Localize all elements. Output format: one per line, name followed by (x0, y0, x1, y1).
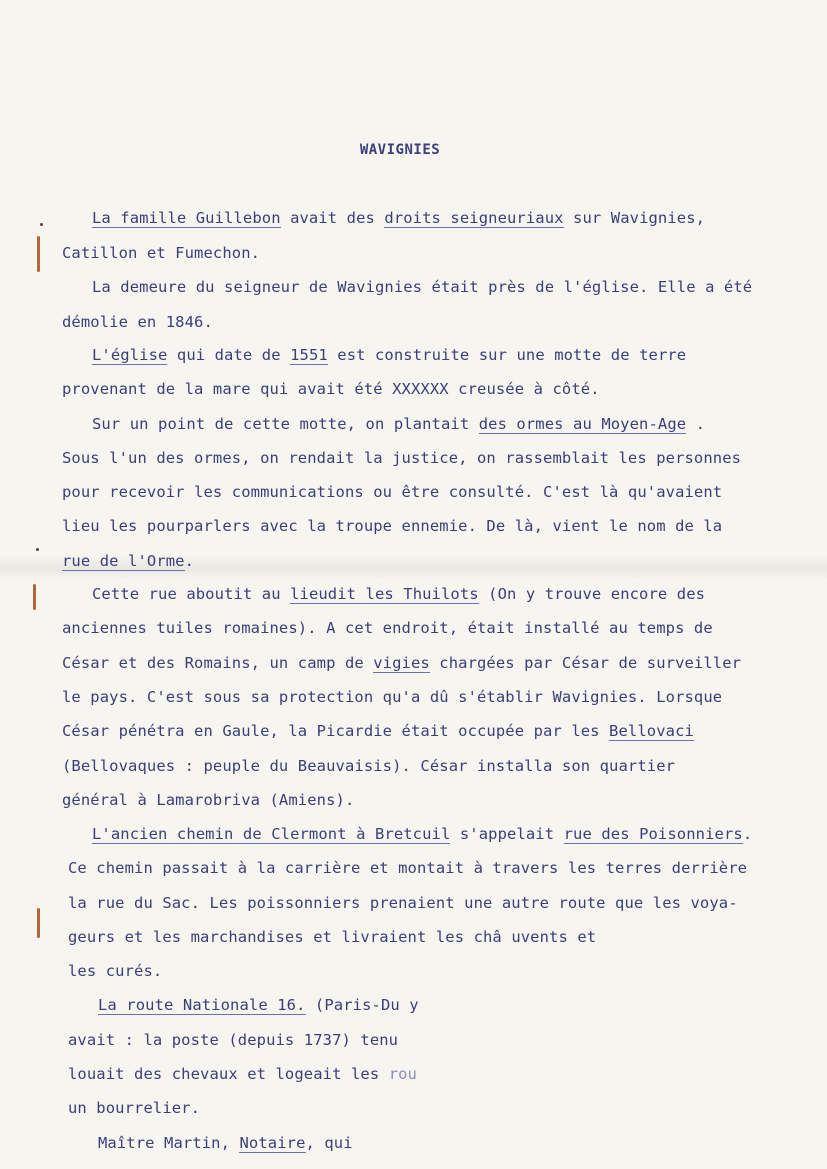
text-line (62, 721, 694, 741)
text-segment: creusée à côté. (448, 380, 600, 398)
text-segment: (Bellovaques : peuple du Beauvaisis). César installa son quartier (62, 757, 676, 775)
text-segment: avait des (280, 209, 385, 227)
text-line (62, 516, 722, 536)
text-segment: Ce chemin passait à la carrière et montait à travers les terres derrière (68, 859, 748, 877)
text-segment: . (686, 415, 706, 433)
underlined-text: lieudit les Thuilots (290, 585, 479, 603)
text-segment: Sur un point de cette motte, on plantait (92, 415, 479, 433)
text-line (62, 790, 354, 810)
text-segment: anciennes tuiles romaines). A cet endroit, était installé au temps de (62, 619, 713, 637)
text-segment: la rue du Sac. Les poissonniers prenaient une autre route que les voya- (68, 894, 738, 912)
text-line (68, 927, 596, 947)
text-line (68, 1098, 200, 1118)
text-line (92, 208, 705, 228)
text-segment: . (742, 825, 753, 843)
text-line (92, 824, 752, 844)
text-segment: César et des Romains, un camp de (62, 654, 374, 672)
text-segment: uvents et (511, 928, 597, 946)
text-segment: s'appelait (450, 825, 564, 843)
underlined-text: La famille Guillebon (92, 209, 281, 227)
text-segment: y (409, 996, 419, 1014)
text-segment: Sous l'un des ormes, on rendait la justice, on rassemblait les personnes (62, 449, 742, 467)
text-segment: César pénétra en Gaule, la Picardie était occupée par les (62, 722, 610, 740)
punch-dot (36, 548, 39, 551)
text-segment: Catillon et Fumechon. (62, 244, 261, 262)
text-segment: le pays. C'est sous sa protection qu'a dû s'établir Wavignies. Lorsque (62, 688, 723, 706)
underlined-text: rue des Poisonniers (563, 825, 743, 843)
underlined-text: 1551 (290, 346, 328, 364)
text-segment: les curés. (68, 962, 163, 980)
text-line (92, 345, 686, 365)
text-line (62, 618, 713, 638)
text-segment: qui date de (167, 346, 291, 364)
underlined-text: La route Nationale 16. (98, 996, 306, 1014)
text-line (68, 893, 738, 913)
text-line (62, 312, 213, 332)
underlined-text: droits seigneuriaux (384, 209, 564, 227)
text-line (62, 551, 194, 571)
text-segment: . (184, 552, 195, 570)
text-segment: (Paris-Du (305, 996, 400, 1014)
staple-mark-bottom (37, 908, 40, 938)
text-segment: un bourrelier. (68, 1099, 201, 1117)
text-segment: La demeure du seigneur de Wavignies était près de l'église. Elle a été (92, 278, 753, 296)
text-segment: pour recevoir les communications ou être consulté. C'est là qu'avaient (62, 483, 723, 501)
text-segment: est construite sur une motte de terre (327, 346, 687, 364)
underlined-text: Notaire (239, 1134, 306, 1152)
text-line (62, 243, 260, 263)
text-segment: louait des chevaux et logeait les (68, 1065, 389, 1083)
text-segment: lieu les pourparlers avec la troupe ennemie. De là, vient le nom de la (62, 517, 723, 535)
text-line (68, 1064, 417, 1084)
underlined-text: L'église (92, 346, 168, 364)
underlined-text: rue de l'Orme (62, 552, 185, 570)
text-segment: (On y trouve encore des (478, 585, 706, 603)
text-line (62, 653, 741, 673)
text-line (92, 277, 752, 297)
text-line (68, 961, 162, 981)
text-segment (502, 928, 511, 946)
text-line (62, 448, 741, 468)
text-segment: Cette rue aboutit au (92, 585, 291, 603)
staple-mark-top (37, 236, 40, 272)
text-segment: démolie en 1846. (62, 313, 213, 331)
text-segment: provenant de la mare qui avait été (62, 380, 393, 398)
text-segment: XXXXXX (392, 380, 449, 398)
text-segment: geurs et les marchandises et livraient les châ (68, 928, 502, 946)
text-line (98, 995, 419, 1015)
text-line (98, 1133, 353, 1153)
text-segment: Maître Martin, (98, 1134, 240, 1152)
text-line (92, 414, 705, 434)
text-segment: sur Wavignies, (563, 209, 706, 227)
text-line (92, 584, 705, 604)
underlined-text: vigies (373, 654, 430, 672)
text-segment: rou (388, 1065, 417, 1083)
text-line (68, 1030, 398, 1050)
text-segment (400, 996, 409, 1014)
text-segment: général à Lamarobriva (Amiens). (62, 791, 355, 809)
text-line (62, 379, 600, 399)
text-segment: chargées par César de surveiller (429, 654, 742, 672)
text-line (62, 687, 722, 707)
underlined-text: des ormes au Moyen-Age (478, 415, 687, 433)
document-title: WAVIGNIES (359, 142, 441, 158)
staple-mark-middle (33, 584, 36, 610)
text-line (68, 858, 747, 878)
punch-dot (40, 223, 43, 226)
underlined-text: Bellovaci (609, 722, 694, 740)
underlined-text: L'ancien chemin de Clermont à Bretcuil (92, 825, 451, 843)
text-line (62, 756, 675, 776)
text-segment: , qui (305, 1134, 353, 1152)
text-segment: avait : la poste (depuis 1737) tenu (68, 1031, 399, 1049)
text-line (62, 482, 722, 502)
